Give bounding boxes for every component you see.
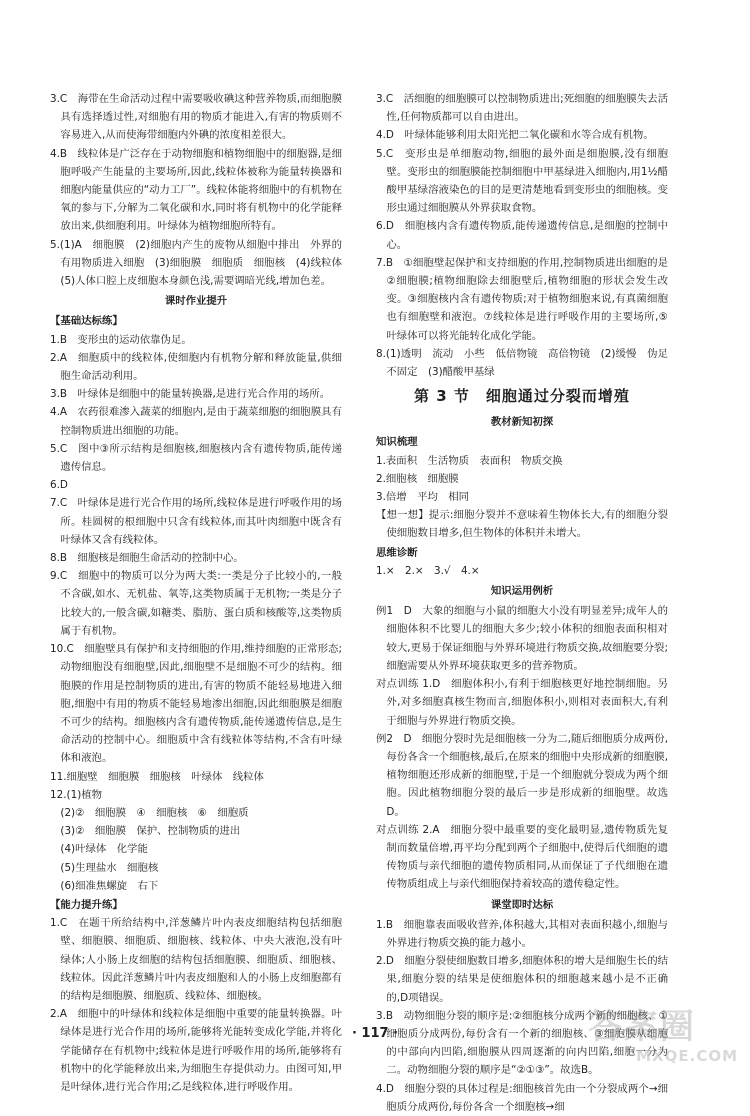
answer-paragraph: 1.B 变形虫的运动依靠伪足。 xyxy=(50,333,192,346)
answer-paragraph: 9.C 细胞中的物质可以分为两大类:一类是分子比较小的,一般不含碳,如水、无机盐、氧等,这类物质属于无机物;一类是分子比较大的,一般含碳,如糖类、脂肪、蛋白质和核酸等,这类物质属于有机物。 xyxy=(50,570,342,637)
answer-paragraph: 1.表面积 生活物质 表面积 物质交换 xyxy=(376,454,563,467)
answer-paragraph: 4.B 线粒体是广泛存在于动物细胞和植物细胞中的细胞器,是细胞呼吸产生能量的主要场所,因此,线粒体被称为能量转换器和细胞内能量供应的“动力工厂”。线粒体能将细胞中的有机物在氧的参与下,分解为二氧化碳和水,同时将有机物中的化学能释放出来,供细胞利用。叶绿体为植物细胞所特有。 xyxy=(50,147,342,233)
answer-paragraph: 6.D 细胞核内含有遗传物质,能传递遗传信息,是细胞的控制中心。 xyxy=(376,220,668,251)
answer-paragraph: (4)叶绿体 化学能 xyxy=(50,843,148,856)
answer-paragraph: 10.C 细胞壁具有保护和支持细胞的作用,维持细胞的正常形态;动物细胞没有细胞壁,因此,细胞壁不是细胞不可少的结构。细胞膜的作用是控制物质的进出,有害的物质不能轻易地进入细胞,细胞中有用的物质不能轻易地渗出细胞,因此细胞膜是细胞不可少的结构。细胞核内含有遗传物质,能传递遗传信息,是生命活动的控制中心。细胞质中含有线粒体等结构,不含有叶绿体和液泡。 xyxy=(50,643,342,765)
answer-paragraph: 1.C 在题干所给结构中,洋葱鳞片叶内表皮细胞结构包括细胞壁、细胞膜、细胞质、细胞核、线粒体、中央大液泡,没有叶绿体;人小肠上皮细胞的结构包括细胞膜、细胞质、细胞核、线粒体。因此洋葱鳞片叶内表皮细胞和人的小肠上皮细胞都有的结构是细胞膜、细胞质、线粒体、细胞核。 xyxy=(50,917,342,1002)
exercise-group-label: 【能力提升练】 xyxy=(50,898,123,911)
watermark-site-text: MXQE.COM xyxy=(636,1047,738,1065)
chapter-section-title: 第 3 节 细胞通过分裂而增殖 xyxy=(414,387,630,406)
answer-paragraph: 7.C 叶绿体是进行光合作用的场所,线粒体是进行呼吸作用的场所。桂圆树的根细胞中只含有线粒体,而其叶肉细胞中既含有叶绿体又含有线粒体。 xyxy=(50,497,342,546)
answer-paragraph: 8.(1)透明 流动 小些 低倍物镜 高倍物镜 (2)缓慢 伪足 不固定 (3)醋酸甲基绿 xyxy=(376,347,679,379)
answer-paragraph: 3.C 海带在生命活动过程中需要吸收碘这种营养物质,而细胞膜具有选择透过性,对细胞有用的物质才能进入,有害的物质则不容易进入,从而使海带细胞内外碘的浓度相差很大。 xyxy=(50,93,342,142)
right-column xyxy=(376,90,679,1116)
answer-paragraph: 5.C 图中③所示结构是细胞核,细胞核内含有遗传物质,能传递遗传信息。 xyxy=(50,442,342,474)
answer-paragraph: 对点训练 2.A 细胞分裂中最重要的变化最明显,遗传物质先复制而数量倍增,再平均分配到两个子细胞中,使得后代细胞的遗传物质与亲代细胞的遗传物质相同,从而保证了子代细胞在遗传物质组成上与亲代细胞保持着较高的遗传稳定性。 xyxy=(376,823,668,891)
watermark-logo xyxy=(588,1007,738,1065)
answer-paragraph: 1.× 2.× 3.√ 4.× xyxy=(376,564,480,577)
answer-paragraph: 5.(1)A 细胞膜 (2)细胞内产生的废物从细胞中排出 外界的有用物质进入细胞 (3)细胞膜 细胞质 细胞核 (4)线粒体 (5)人体口腔上皮细胞本身颜色浅,需要调暗光线,增加色差。 xyxy=(50,238,353,288)
answer-paragraph: 7.B ①细胞壁起保护和支持细胞的作用,控制物质进出细胞的是②细胞膜;植物细胞除去细胞壁后,植物细胞的形状会发生改变。③细胞核内含有遗传物质;对于植物细胞来说,有真菌细胞也有细胞壁和液泡。⑦线粒体是进行呼吸作用的主要场所,⑤叶绿体可以将光能转化成化学能。 xyxy=(376,256,668,342)
answer-paragraph: 4.D 叶绿体能够利用太阳光把二氧化碳和水等合成有机物。 xyxy=(376,129,654,142)
answer-paragraph: (3)② 细胞膜 保护、控制物质的进出 xyxy=(50,825,241,838)
answer-paragraph: 2.A 细胞中的叶绿体和线粒体是细胞中重要的能量转换器。叶绿体是进行光合作用的场所,能够将光能转变成化学能,并将化学能储存在有机物中;线粒体是进行呼吸作用的场所,能够将有机物中的化学能释放出来,为细胞生存提供动力。由图可知,甲是叶绿体,进行光合作用;乙是线粒体,进行呼吸作用。 xyxy=(50,1008,342,1093)
answer-paragraph: 4.A 农药很难渗入蔬菜的细胞内,是由于蔬菜细胞的细胞膜具有控制物质进出细胞的功能。 xyxy=(50,406,342,437)
answer-paragraph: 3.B 动物细胞分裂的顺序是:②细胞核分成两个新的细胞核、①细胞质分成两份,每份含有一个新的细胞核、③细胞膜从细胞的中部向内凹陷,细胞膜从四周逐渐的向内凹陷,细胞一分为二。动物细胞分裂的顺序是“②①③”。故选B。 xyxy=(376,1009,668,1077)
answer-paragraph: (5)生理盐水 细胞核 xyxy=(50,861,159,874)
answer-paragraph: 【想一想】提示:细胞分裂并不意味着生物体长大,有的细胞分裂使细胞数目增多,但生物体的体积并未增大。 xyxy=(376,509,668,540)
answer-paragraph: 6.D xyxy=(50,479,68,492)
answer-paragraph: 3.B 叶绿体是细胞中的能量转换器,是进行光合作用的场所。 xyxy=(50,388,331,401)
answer-paragraph: 2.细胞核 细胞膜 xyxy=(376,472,459,485)
answer-paragraph: (6)细准焦螺旋 右下 xyxy=(50,879,159,892)
answer-paragraph: 11.细胞壁 细胞膜 细胞核 叶绿体 线粒体 xyxy=(50,770,264,783)
section-heading: 课堂即时达标 xyxy=(490,898,554,911)
subsection-label: 思维诊断 xyxy=(376,546,418,559)
subsection-label: 知识梳理 xyxy=(376,436,418,449)
answer-paragraph: 2.A 细胞质中的线粒体,使细胞内有机物分解和释放能量,供细胞生命活动利用。 xyxy=(50,351,342,383)
section-heading: 知识运用例析 xyxy=(490,585,554,598)
page-number: · 117 · xyxy=(351,1026,399,1041)
answer-paragraph: 对点训练 1.D 细胞体积小,有利于细胞核更好地控制细胞。另外,对多细胞真核生物而言,细胞体积小,则相对表面积大,有利于细胞与外界进行物质交换。 xyxy=(376,678,668,727)
left-column xyxy=(50,90,353,1096)
watermark-main-text: 答案圈 xyxy=(588,1007,696,1047)
exercise-group-label: 【基础达标练】 xyxy=(50,315,123,328)
answer-paragraph: 例1 D 大象的细胞与小鼠的细胞大小没有明显差异;成年人的细胞体积不比婴儿的细胞大多少;较小体积的细胞表面积相对较大,更易于保证细胞与外界环境进行物质交换,故细胞要分裂;细胞需要从外界环境获取更多的营养物质。 xyxy=(376,605,668,672)
answer-paragraph: 例2 D 细胞分裂时先是细胞核一分为二,随后细胞质分成两份,每份各含一个细胞核,最后,在原来的细胞中央形成新的细胞膜,植物细胞还形成新的细胞壁,于是一个细胞就分裂成为两个细胞。因此植物细胞分裂的最后一步是形成新的细胞壁。故选D。 xyxy=(376,732,668,818)
answer-paragraph: 4.D 细胞分裂的具体过程是:细胞核首先由一个分裂成两个→细胞质分成两份,每份各含一个细胞核→细 xyxy=(376,1082,668,1113)
answer-paragraph: 1.B 细胞靠表面吸收营养,体积越大,其相对表面积越小,细胞与外界进行物质交换的能力越小。 xyxy=(376,918,668,949)
answer-paragraph: 5.C 变形虫是单细胞动物,细胞的最外面是细胞膜,没有细胞壁。变形虫的细胞膜能控制细胞中甲基绿进入细胞内,用1½醋酸甲基绿溶液染色的目的是更清楚地看到变形虫的细胞核。变形虫通过细胞膜从外界获取食物。 xyxy=(376,147,668,215)
answer-paragraph: 2.D 细胞分裂使细胞数目增多,细胞体积的增大是细胞生长的结果,细胞分裂的结果是使细胞体积的细胞越来越小是不正确的,D项错误。 xyxy=(376,955,668,1004)
answer-paragraph: 12.(1)植物 xyxy=(50,788,103,801)
section-heading: 课时作业提升 xyxy=(164,295,228,308)
answer-paragraph: 3.倍增 平均 相同 xyxy=(376,491,470,504)
section-heading: 教材新知初探 xyxy=(490,416,554,429)
answer-paragraph: 3.C 活细胞的细胞膜可以控制物质进出;死细胞的细胞膜失去活性,任何物质都可以自由进出。 xyxy=(376,93,668,124)
answer-paragraph: 8.B 细胞核是细胞生命活动的控制中心。 xyxy=(50,552,244,565)
answer-paragraph: (2)② 细胞膜 ④ 细胞核 ⑥ 细胞质 xyxy=(50,806,249,819)
